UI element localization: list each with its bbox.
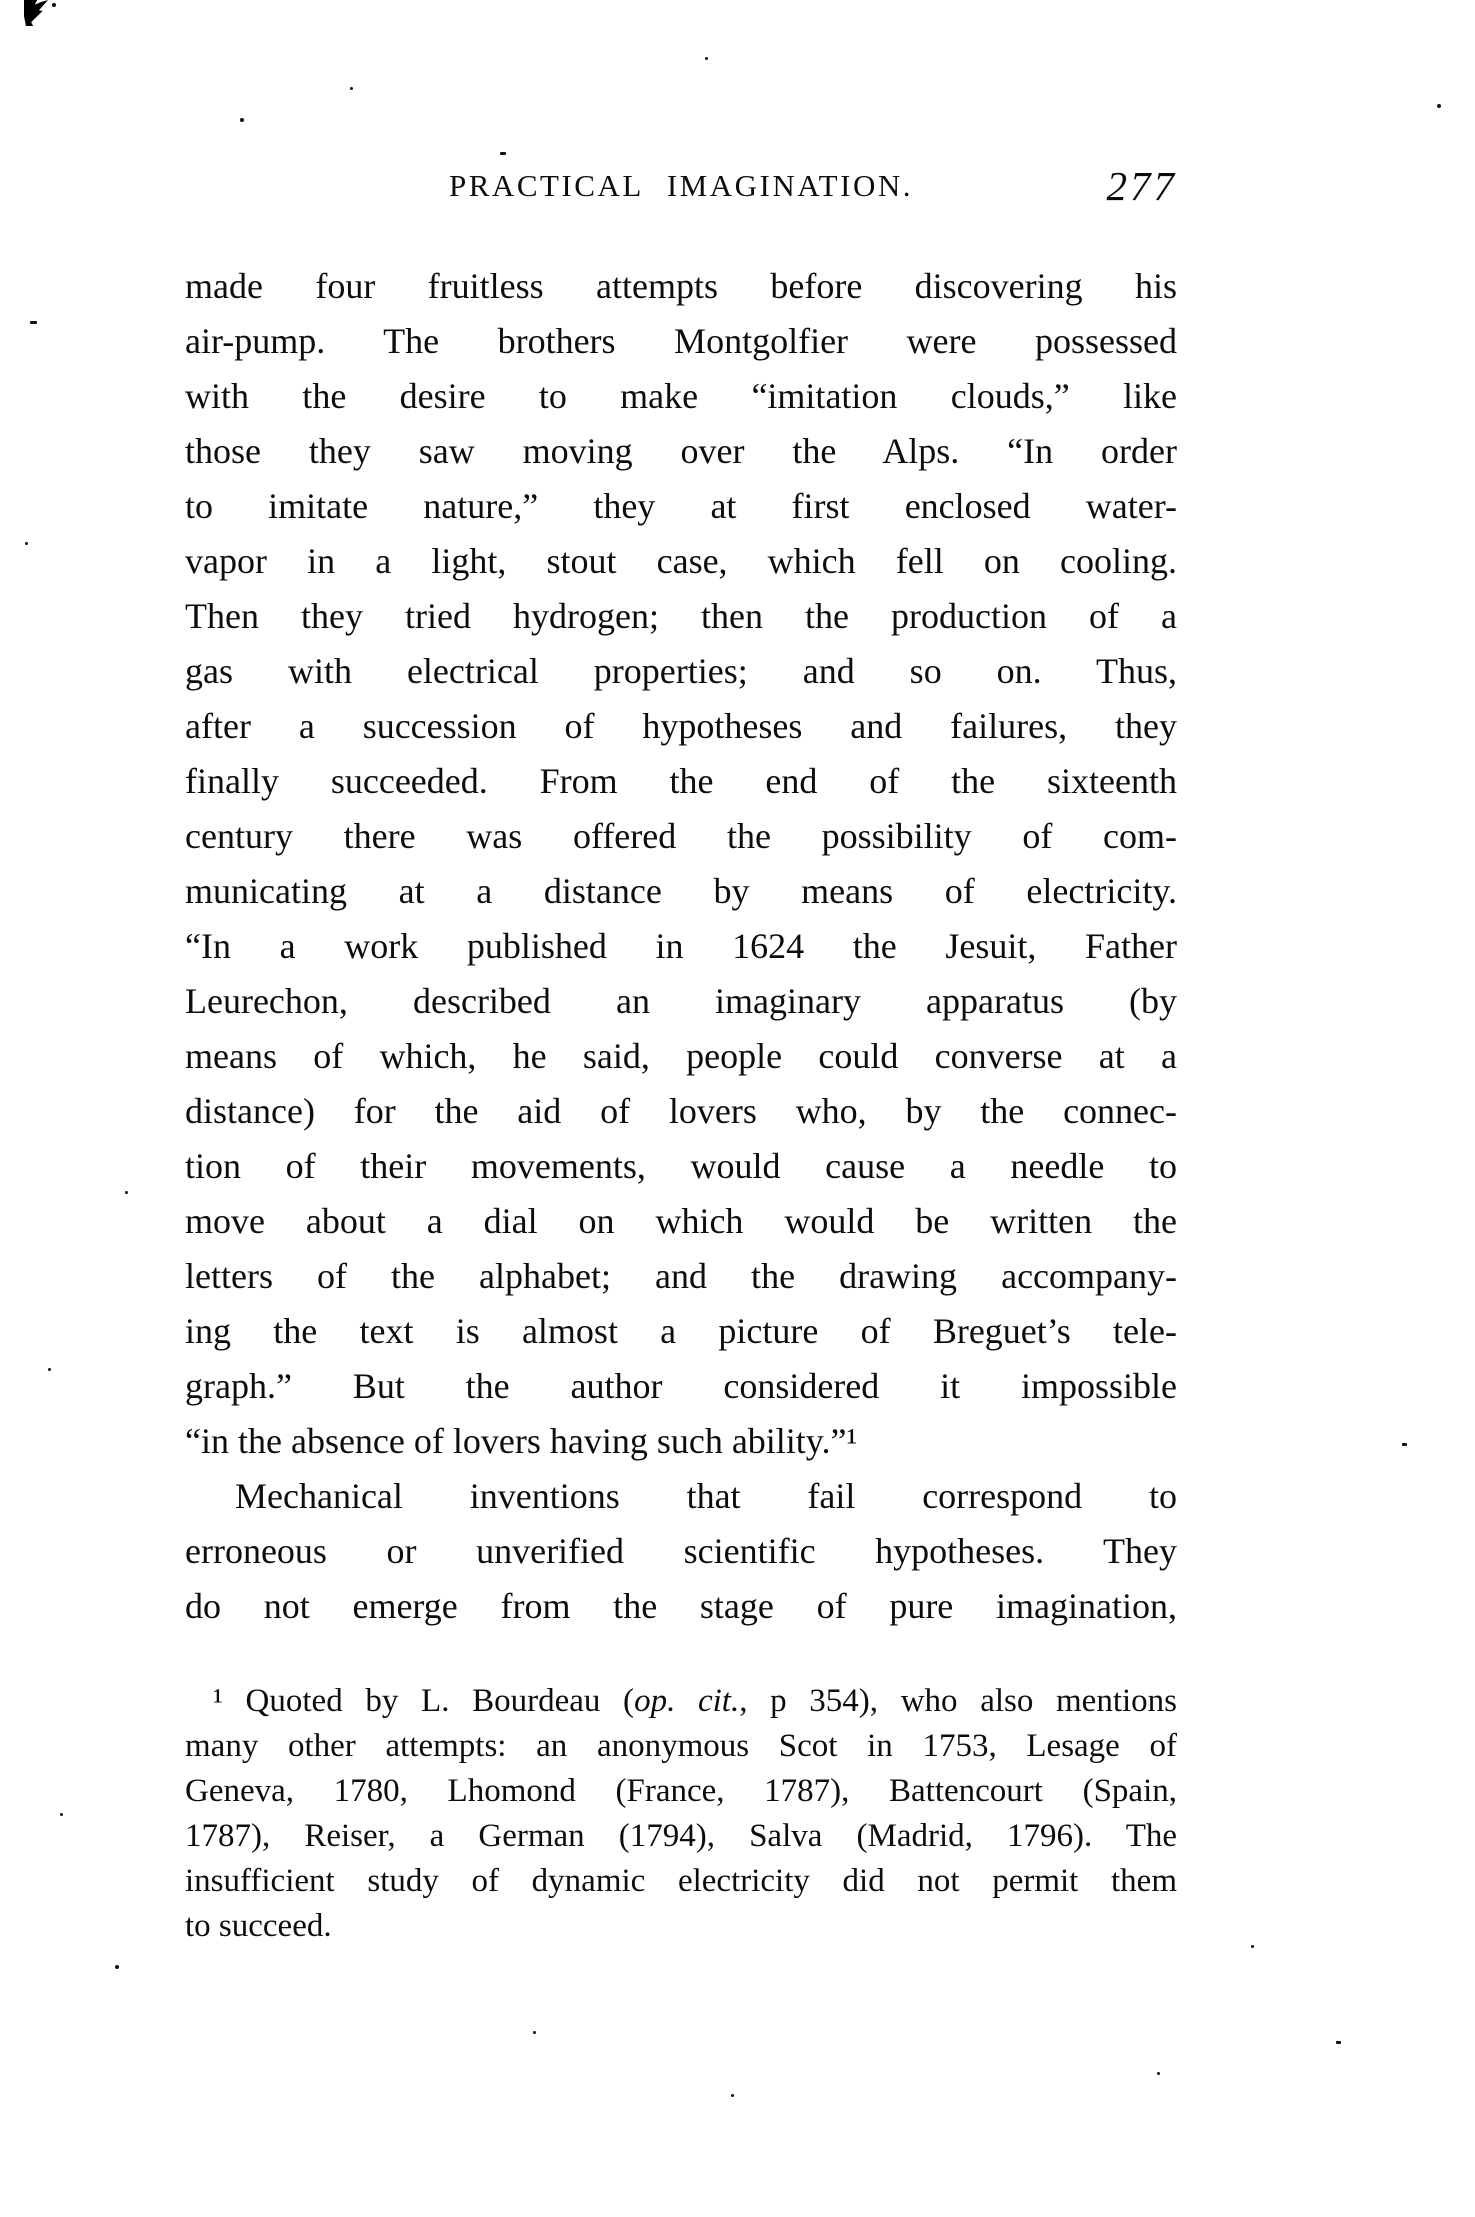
text-line: tion of their movements, would cause a needle to [185, 1146, 1177, 1186]
text-line: means of which, he said, people could converse at a [185, 1036, 1177, 1076]
ink-speck [25, 542, 28, 545]
ink-speck [240, 118, 244, 122]
text-line: municating at a distance by means of electricity. [185, 871, 1177, 911]
text-line: to imitate nature,” they at first enclosed water- [185, 486, 1177, 526]
text-line: Leurechon, described an imaginary apparatus (by [185, 981, 1177, 1021]
footnote [185, 1679, 1177, 1949]
ink-speck [1437, 104, 1441, 108]
text-line: do not emerge from the stage of pure imagination, [185, 1586, 1177, 1626]
text-line: erroneous or unverified scientific hypotheses. They [185, 1531, 1177, 1571]
ink-speck [60, 1813, 63, 1816]
ink-speck [1336, 2041, 1341, 2044]
footnote-line: 1787), Reiser, a German (1794), Salva (Madrid, 1796). The [185, 1818, 1177, 1854]
text-line: letters of the alphabet; and the drawing accompany- [185, 1256, 1177, 1296]
footnote-text: ¹ Quoted by L. Bourdeau ( [213, 1683, 635, 1719]
body-text [185, 259, 1177, 1634]
ink-speck [1402, 1443, 1407, 1446]
text-line: air-pump. The brothers Montgolfier were possessed [185, 321, 1177, 361]
text-line: “in the absence of lovers having such ability.”¹ [185, 1421, 858, 1461]
ink-speck [48, 1368, 51, 1371]
footnote-line: Geneva, 1780, Lhomond (France, 1787), Battencourt (Spain, [185, 1773, 1177, 1809]
text-line: century there was offered the possibility of com- [185, 816, 1177, 856]
ink-blot [24, 0, 48, 26]
text-line: made four fruitless attempts before discovering his [185, 266, 1177, 306]
page-number: 277 [1106, 163, 1177, 209]
page-header [185, 163, 1177, 218]
text-line: after a succession of hypotheses and failures, they [185, 706, 1177, 746]
ink-speck [1157, 2072, 1160, 2075]
footnote-line: insufficient study of dynamic electricity did not permit them [185, 1863, 1177, 1899]
ink-speck [30, 321, 37, 324]
text-line: gas with electrical properties; and so on. Thus, [185, 651, 1177, 691]
text-line: move about a dial on which would be written the [185, 1201, 1177, 1241]
footnote-line: many other attempts: an anonymous Scot in 1753, Lesage of [185, 1728, 1177, 1764]
text-line: distance) for the aid of lovers who, by the connec- [185, 1091, 1177, 1131]
ink-speck [533, 2031, 536, 2034]
footnote-citation-italic: op. cit. [634, 1683, 740, 1719]
ink-speck [705, 57, 708, 60]
text-line: graph.” But the author considered it impossible [185, 1366, 1177, 1406]
text-line: with the desire to make “imitation clouds,” like [185, 376, 1177, 416]
text-line: “In a work published in 1624 the Jesuit, Father [185, 926, 1177, 966]
text-line: vapor in a light, stout case, which fell on cooling. [185, 541, 1177, 581]
ink-speck [350, 87, 353, 90]
text-line: Then they tried hydrogen; then the production of a [185, 596, 1177, 636]
ink-speck [125, 1191, 128, 1194]
footnote-line [185, 1679, 1177, 1724]
ink-speck [115, 1965, 119, 1969]
text-line: finally succeeded. From the end of the sixteenth [185, 761, 1177, 801]
ink-speck [500, 152, 506, 155]
text-line-paragraph-start: Mechanical inventions that fail correspond to [235, 1476, 1177, 1516]
text-line: ing the text is almost a picture of Breguet’s tele- [185, 1311, 1177, 1351]
ink-speck [731, 2094, 734, 2097]
running-title: PRACTICAL IMAGINATION. [449, 168, 913, 203]
ink-speck [52, 3, 56, 7]
footnote-text: , p 354), who also mentions [739, 1683, 1178, 1719]
footnote-line: to succeed. [185, 1908, 332, 1944]
ink-speck [1251, 1945, 1254, 1948]
text-line: those they saw moving over the Alps. “In order [185, 431, 1177, 471]
